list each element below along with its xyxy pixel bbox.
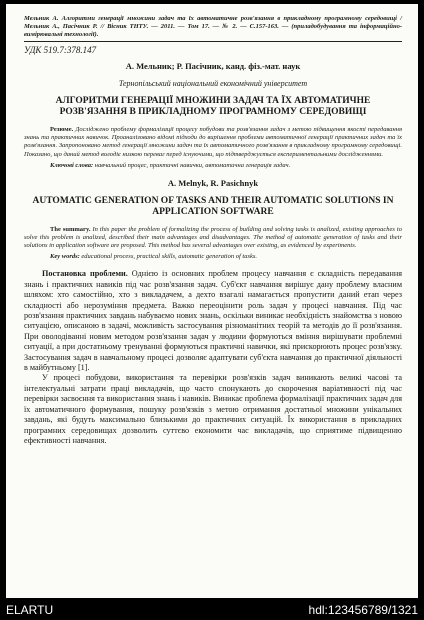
- body-paragraph-1-text: Однією із основних проблем процесу навчання є складність передавання знань і практичних навиків під час розв'язання задач. Суб'єкт навчання вирішує дану проблему власним шляхом: хто самостійно, хто з викладачем, а дехто взагалі намагається пропустити даний етап через складності або нерозуміння предмета. Важко переоцінити роль задач у процесі навчання. Під час розв'язання практичних завдань набуваємо нових знань, оскільки виникає необхідність знайомства з новою ситуацією, описаною в задачі, можливість застосування різноманітних теорій та методів до її розв'язання. При оволодіванні новим методом розв'язання задач у людини формуються вміння вирішувати проблемні ситуації, а при достатньому тренуванні формуються практичні навички, які прискорюють процес розв'язку. Застосування задач в навчальному процесі дозволяє адаптувати суб'єкта навчання до практичної діяльності в майбутньому [1].: [24, 269, 402, 373]
- abstract-ua: [24, 126, 402, 159]
- title-en: AUTOMATIC GENERATION OF TASKS AND THEIR AUTOMATIC SOLUTIONS IN APPLICATION SOFTWARE: [32, 195, 394, 217]
- citation: Мельник А. Алгоритми генерації множини задач та їх автоматичне розв'язання в прикладному програмному середовищі / Мельник А., Пасічник Р. // Вісник ТНТУ. — 2011. — Том 17. — № 2. — С.157-163. — (приладобудування та інформаційно-вимірювальні технології).: [24, 15, 402, 38]
- abstract-en: [24, 226, 402, 251]
- body-paragraph-1: [24, 269, 402, 373]
- keywords-ua-text: навчальний процес, практичні навички, автоматична генерація задач.: [94, 161, 291, 169]
- affiliation: Тернопільський національний економічний університет: [118, 79, 308, 88]
- footer-bar: [0, 598, 424, 620]
- title-ua: АЛГОРИТМИ ГЕНЕРАЦІЇ МНОЖИНИ ЗАДАЧ ТА ЇХ АВТОМАТИЧНЕ РОЗВ'ЯЗАННЯ В ПРИКЛАДНОМУ ПРОГРАМНОМУ СЕРЕДОВИЩІ: [55, 96, 371, 117]
- keywords-ua-label: Ключові слова:: [50, 161, 94, 169]
- keywords-en-text: educational process, practical skills, automatic generation of tasks.: [81, 253, 258, 261]
- footer-repository: ELARTU: [6, 603, 54, 617]
- document-page: [6, 4, 418, 598]
- abstract-en-label: The summary.: [50, 225, 91, 233]
- keywords-ua: [50, 162, 402, 170]
- authors-ua: А. Мельник; Р. Пасічник, канд. фіз.-мат. наук: [125, 61, 301, 71]
- abstract-en-text: In this paper the problem of formalizing the process of building and solving tasks is analized, existing approaches to solve this problem is analized, described their main advantages and disadvantages. The method of automatic generation of tasks and their solutions in application software are proposed. This method has several advantages over existing, as evidenced by experiments.: [24, 225, 402, 250]
- authors-en: A. Melnyk, R. Pasichnyk: [167, 177, 259, 188]
- header-rule: [24, 41, 402, 42]
- footer-handle: hdl:123456789/1321: [308, 603, 418, 617]
- udk-code: УДК 519.7:378.147: [24, 45, 97, 55]
- keywords-en: [50, 253, 402, 261]
- keywords-en-label: Key words:: [50, 253, 80, 261]
- section-heading: Постановка проблеми.: [42, 269, 128, 279]
- abstract-ua-text: Досліджено проблему формалізації процесу побудови та розв'язання задач з метою підвищення якості передавання знань та практичних навичок. Проаналізовано відомі підходи до вирішення проблеми автоматичної генерації практичних задач та їх розв'язання. Запропоновано метод генерації множини задач та їх автоматичного розв'язання в прикладному програмному середовищі. Показано, що даний метод володіє низкою переваг перед існуючими, що підтверджується експериментальними дослідженнями.: [24, 126, 402, 158]
- abstract-ua-label: Резюме.: [50, 126, 74, 133]
- body-paragraph-2: У процесі побудови, використання та перевірки розв'язків задач виникають великі часові та інтелектуальні затрати праці викладачів, що часто спонукають до скорочення варіативності під час перевірки засвоєння та використання знань і навиків. Виникає проблема формалізації практичних задач для їх автоматичного формування, пошуку розв'язків з метою отримання достатньої множини унікальних завдань, які будуть максимально близькими до практичних ситуацій. Їх використання в прикладних програмних середовищах дозволить суттєво економити час викладачів, що сприятиме підвищенню ефективності навчання.: [24, 373, 402, 445]
